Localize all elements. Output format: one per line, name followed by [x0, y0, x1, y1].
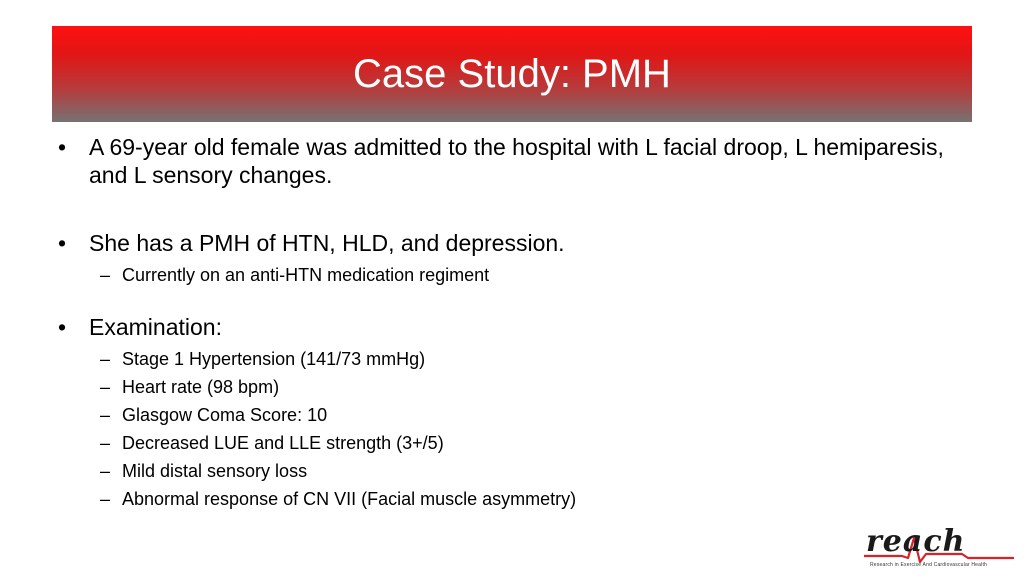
sub-item	[100, 401, 958, 429]
logo-tagline: Research in Exercise And Cardiovascular Health	[870, 562, 988, 568]
sub-marker: –	[100, 377, 111, 397]
sub-item	[100, 261, 958, 289]
bullet-item	[58, 133, 958, 189]
sub-marker: –	[100, 265, 111, 285]
sub-item-text: Currently on an anti-HTN medication regiment	[122, 265, 490, 285]
sub-marker: –	[100, 461, 111, 481]
sub-item-text: Abnormal response of CN VII (Facial muscle asymmetry)	[122, 489, 577, 509]
slide-title: Case Study: PMH	[353, 52, 671, 96]
slide-content	[58, 133, 958, 513]
sub-item-text: Glasgow Coma Score: 10	[122, 405, 328, 425]
bullet-item	[58, 313, 958, 341]
logo-wordmark: reach	[866, 524, 966, 559]
sub-item	[100, 457, 958, 485]
sub-item-text: Decreased LUE and LLE strength (3+/5)	[122, 433, 444, 453]
bullet-marker: •	[58, 314, 67, 340]
bullet-marker: •	[58, 230, 67, 256]
sub-item	[100, 485, 958, 513]
sub-item	[100, 345, 958, 373]
reach-logo	[862, 524, 1016, 570]
sub-marker: –	[100, 349, 111, 369]
sub-marker: –	[100, 433, 111, 453]
sub-marker: –	[100, 405, 111, 425]
sub-item-text: Mild distal sensory loss	[122, 461, 308, 481]
sub-item	[100, 429, 958, 457]
sub-item-text: Heart rate (98 bpm)	[122, 377, 280, 397]
sub-marker: –	[100, 489, 111, 509]
bullet-text: A 69-year old female was admitted to the hospital with L facial droop, L hemiparesis, and L sensory changes.	[89, 134, 944, 188]
title-bar	[52, 26, 972, 122]
bullet-item	[58, 229, 958, 257]
sub-item	[100, 373, 958, 401]
sub-item-text: Stage 1 Hypertension (141/73 mmHg)	[122, 349, 426, 369]
bullet-marker: •	[58, 134, 67, 160]
bullet-text: Examination:	[89, 314, 222, 340]
bullet-text: She has a PMH of HTN, HLD, and depression.	[89, 230, 565, 256]
sub-list	[100, 261, 958, 289]
sub-list	[100, 345, 958, 513]
